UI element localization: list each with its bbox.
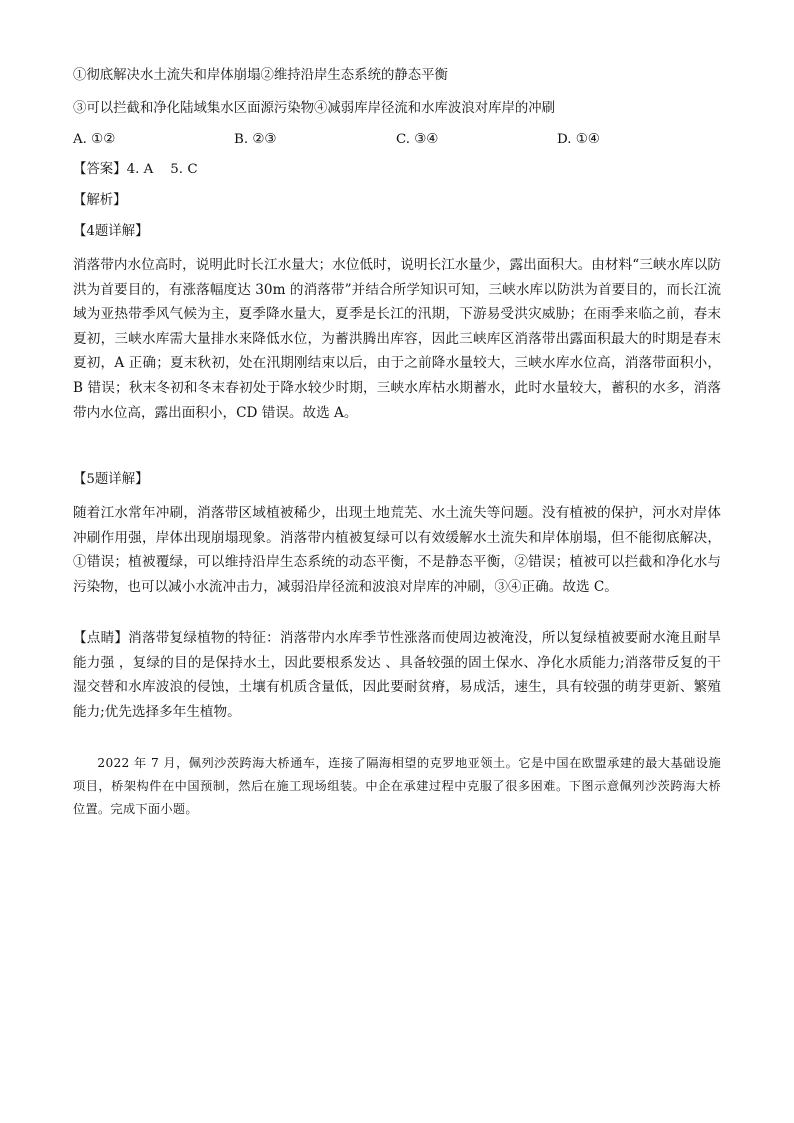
- bridge-question-intro: 2022 年 7 月，佩列沙茨跨海大桥通车，连接了隔海相望的克罗地亚领土。它是中国在欧盟承建的最大基础设施项目，桥架构件在中国预制，然后在施工现场组装。中企在承建过程中克服了很多困难。下图示意佩列沙茨跨海大桥位置。完成下面小题。: [73, 756, 721, 817]
- option-a: A. ①②: [73, 132, 116, 147]
- question-statement-3-4: ③可以拦截和净化陆域集水区面源污染物④减弱库岸径流和水库波浪对库岸的冲刷: [73, 101, 556, 116]
- option-d: D. ①④: [557, 132, 600, 147]
- analysis-label: 【解析】: [73, 193, 127, 208]
- question-statement-1-2: ①彻底解决水土流失和岸体崩塌②维持沿岸生态系统的静态平衡: [73, 68, 448, 83]
- answer-line: [73, 160, 198, 180]
- detail-4-label: 【4题详解】: [73, 224, 149, 239]
- note-label: 【点睛】: [73, 630, 129, 646]
- detail-5-text: 随着江水常年冲刷，消落带区域植被稀少，出现土地荒芜、水土流失等问题。没有植被的保护，河水对岸体冲刷作用强，岸体出现崩塌现象。消落带内植被复绿可以有效缓解水土流失和岸体崩塌，但不能彻底解决，①错误；植被覆绿，可以维持沿岸生态系统的动态平衡，不是静态平衡，②错误；植被可以拦截和净化水与污染物，也可以减小水流冲击力，减弱沿岸径流和波浪对岸库的冲刷，③④正确。故选 C。: [73, 505, 721, 595]
- detail-5-label: 【5题详解】: [73, 472, 149, 487]
- option-c: C. ③④: [396, 132, 439, 147]
- detail-4-text: 消落带内水位高时，说明此时长江水量大；水位低时，说明长江水量少，露出面积大。由材料“三峡水库以防洪为首要目的，有涨落幅度达 30m 的消落带”并结合所学知识可知，三峡水库以防洪为首要目的，而长江流域为亚热带季风气候为主，夏季降水量大，夏季是长江的汛期，下游易受洪灾威胁；在雨季来临之前，春末夏初，三峡水库需大量排水来降低水位，为蓄洪腾出库容，因此三峡库区消落带出露面积最大的时期是春末夏初，A 正确；夏末秋初，处在汛期刚结束以后，由于之前降水量较大，三峡水库水位高，消落带面积小，B 错误；秋末冬初和冬末春初处于降水较少时期，三峡水库枯水期蓄水，此时水量较大，蓄积的水多，消落带内水位高，露出面积小，CD 错误。故选 A。: [73, 257, 721, 421]
- option-b: B. ②③: [234, 132, 277, 147]
- answer-text: 4. A 5. C: [126, 162, 198, 177]
- note-block: [73, 626, 721, 724]
- answer-label: 【答案】: [73, 162, 127, 177]
- note-text: 消落带复绿植物的特征：消落带内水库季节性涨落而使周边被淹没，所以复绿植被要耐水淹且耐旱能力强 ，复绿的目的是保持水土，因此要根系发达 、具备较强的固土保水、净化水质能力;消落带反复的干湿交替和水库波浪的侵蚀，土壤有机质含量低，因此要耐贫瘠，易成活，速生，具有较强的萌芽更新、繁殖能力;优先选择多年生植物。: [73, 630, 722, 720]
